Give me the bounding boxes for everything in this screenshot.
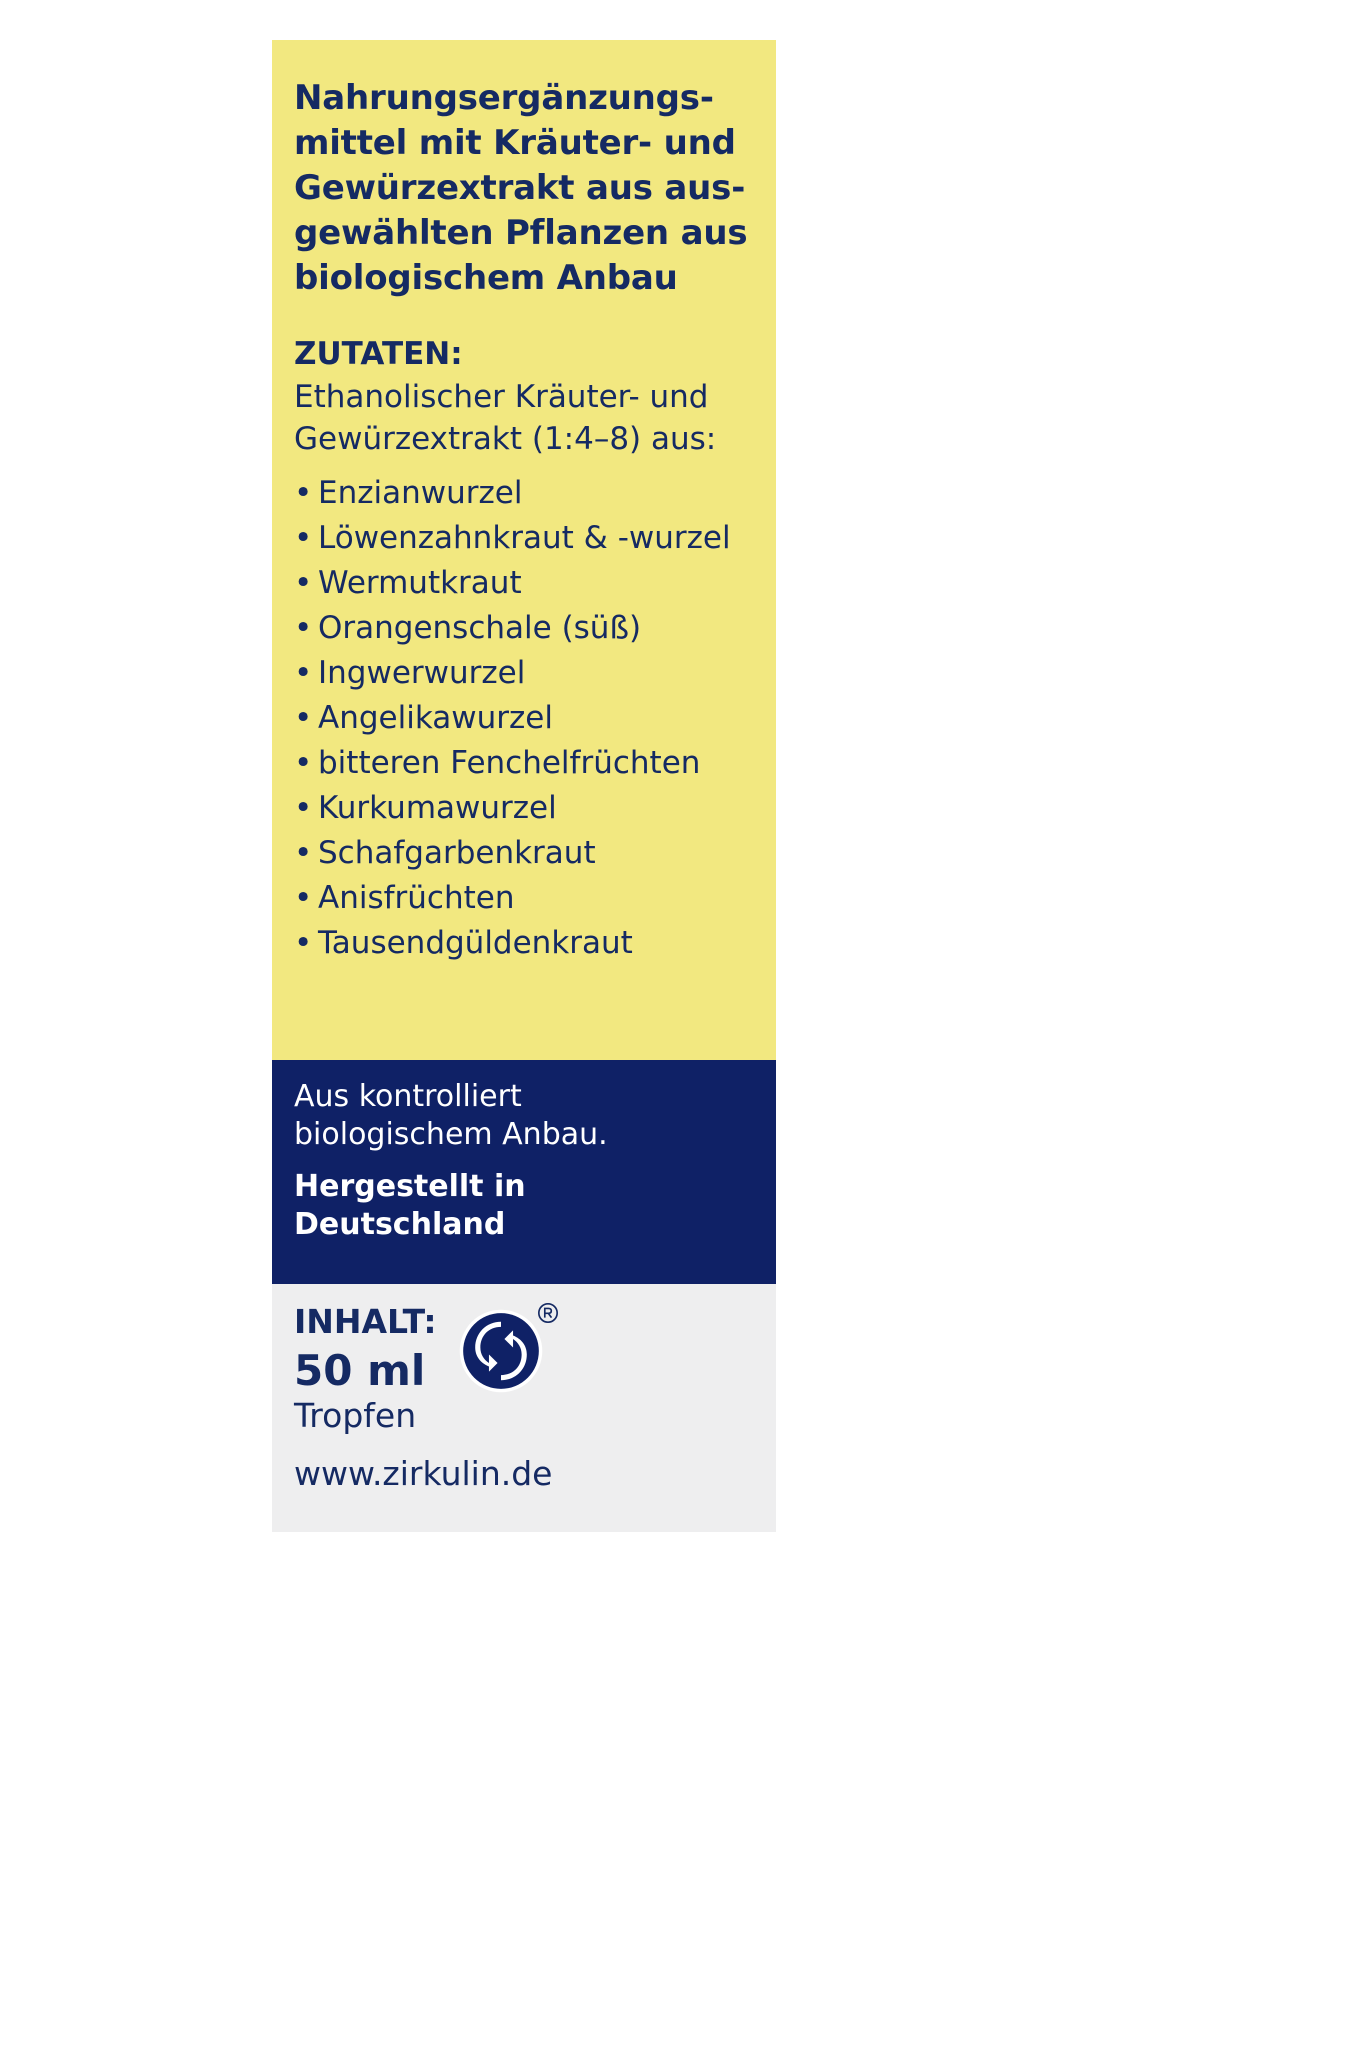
- ingredient-item: [294, 606, 731, 651]
- ingredients-heading: ZUTATEN:: [294, 336, 463, 372]
- bullet-icon: •: [294, 745, 313, 781]
- ingredients-intro-line: Ethanolischer Kräuter- und: [294, 379, 709, 415]
- ingredient-item: [294, 786, 731, 831]
- organic-origin-text: [294, 1078, 608, 1154]
- bullet-icon: •: [294, 835, 313, 871]
- website-url: www.zirkulin.de: [294, 1454, 553, 1493]
- content-form: Tropfen: [294, 1396, 417, 1435]
- bullet-icon: •: [294, 610, 313, 646]
- origin-panel: [272, 1060, 776, 1284]
- ingredient-item: [294, 561, 731, 606]
- origin-line: Aus kontrolliert: [294, 1079, 522, 1114]
- ingredient-name: Ingwerwurzel: [318, 655, 526, 691]
- ingredient-item: [294, 741, 731, 786]
- ingredient-name: Orangenschale (süß): [318, 610, 642, 646]
- ingredient-name: Schafgarbenkraut: [318, 835, 596, 871]
- headline-line: gewählten Pflanzen aus: [294, 213, 748, 253]
- ingredient-name: bitteren Fenchelfrüchten: [318, 745, 701, 781]
- bullet-icon: •: [294, 655, 313, 691]
- content-panel: [272, 1284, 776, 1532]
- ingredient-name: Angelikawurzel: [318, 700, 553, 736]
- made-in-line: Hergestellt in: [294, 1169, 526, 1204]
- made-in-line: Deutschland: [294, 1207, 506, 1242]
- product-description-heading: [294, 76, 764, 301]
- bullet-icon: •: [294, 880, 313, 916]
- origin-line: biologischem Anbau.: [294, 1117, 608, 1152]
- bullet-icon: •: [294, 475, 313, 511]
- ingredients-panel: [272, 40, 776, 1060]
- made-in-germany-text: [294, 1168, 526, 1244]
- ingredient-item: [294, 876, 731, 921]
- bullet-icon: •: [294, 925, 313, 961]
- headline-line: biologischem Anbau: [294, 258, 678, 298]
- bullet-icon: •: [294, 565, 313, 601]
- ingredient-item: [294, 471, 731, 516]
- bullet-icon: •: [294, 790, 313, 826]
- ingredient-item: [294, 921, 731, 966]
- ingredient-name: Kurkumawurzel: [318, 790, 557, 826]
- ingredient-item: [294, 516, 731, 561]
- ingredient-name: Tausendgüldenkraut: [318, 925, 633, 961]
- ingredient-name: Löwenzahnkraut & -wurzel: [318, 520, 731, 556]
- ingredients-intro: [294, 376, 716, 460]
- bullet-icon: •: [294, 700, 313, 736]
- green-dot-icon: [458, 1308, 544, 1394]
- ingredient-item: [294, 651, 731, 696]
- headline-line: Gewürzextrakt aus aus-: [294, 168, 746, 208]
- ingredient-name: Anisfrüchten: [318, 880, 515, 916]
- ingredients-intro-line: Gewürzextrakt (1:4–8) aus:: [294, 421, 717, 457]
- ingredient-list: [294, 471, 731, 966]
- ingredient-name: Wermutkraut: [318, 565, 522, 601]
- ingredient-name: Enzianwurzel: [318, 475, 523, 511]
- registered-trademark-icon: [537, 1302, 559, 1324]
- ingredient-item: [294, 696, 731, 741]
- bullet-icon: •: [294, 520, 313, 556]
- content-volume: 50 ml: [294, 1346, 426, 1395]
- content-label: INHALT:: [294, 1302, 437, 1341]
- headline-line: Nahrungsergänzungs-: [294, 78, 714, 118]
- ingredient-item: [294, 831, 731, 876]
- headline-line: mittel mit Kräuter- und: [294, 123, 736, 163]
